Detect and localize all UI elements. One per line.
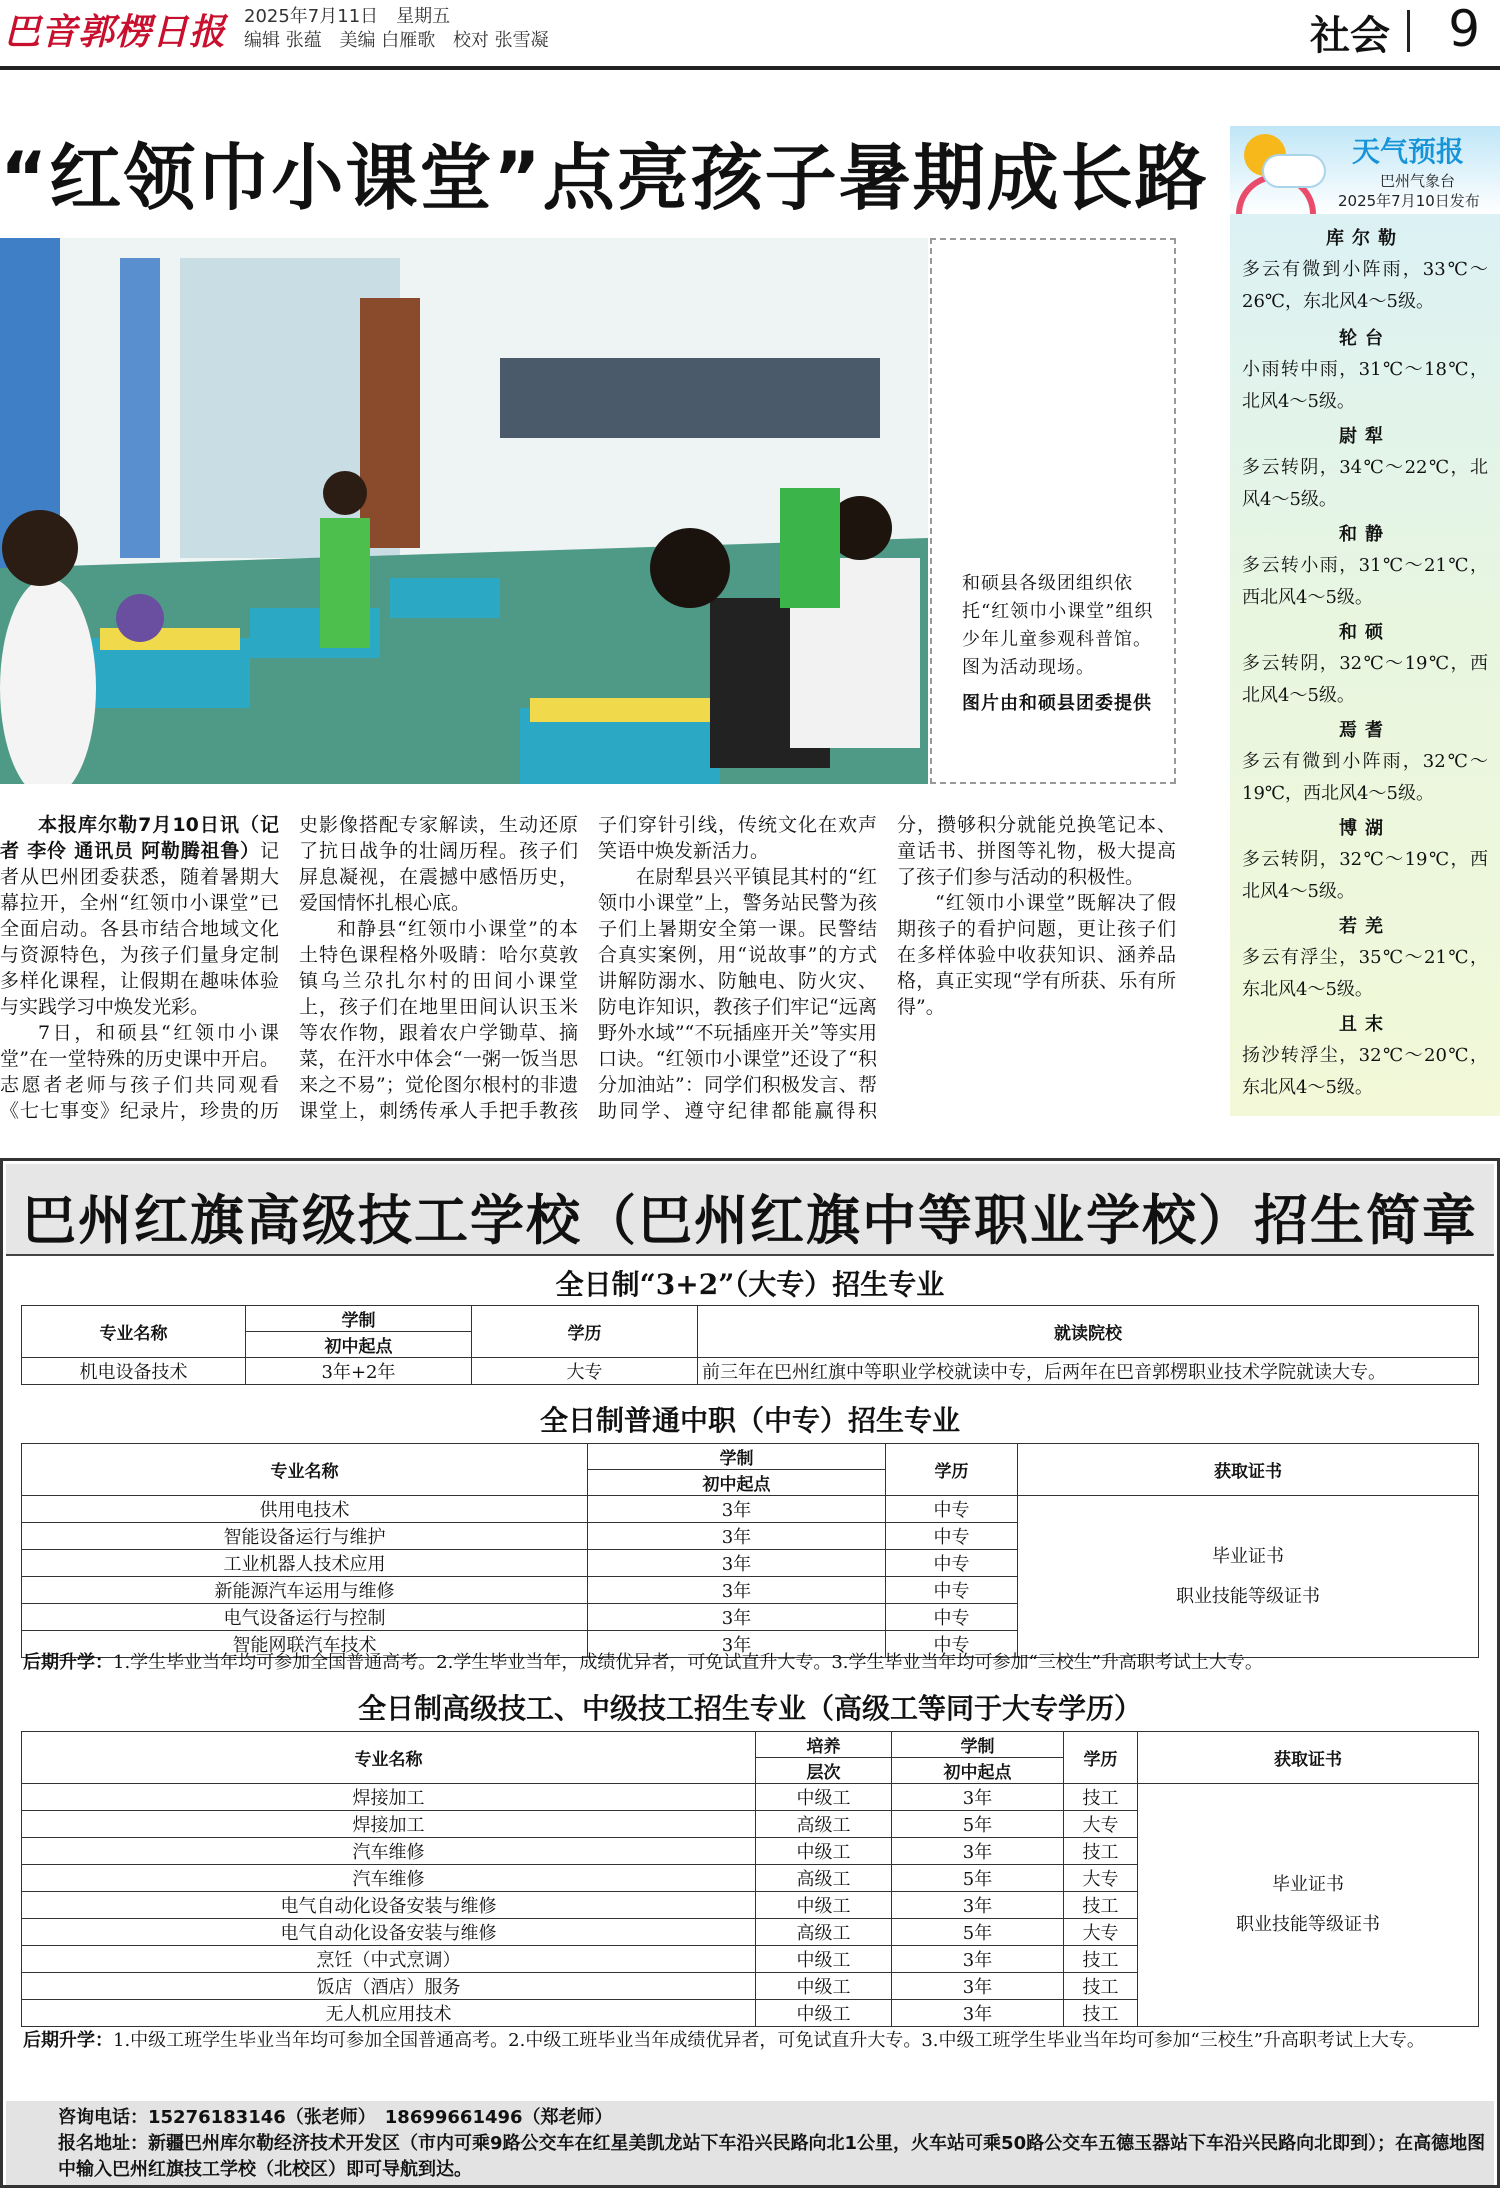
- table-row: 汽车维修 中级工 3年 技工: [22, 1838, 1479, 1865]
- city-forecast: 多云转阴，34℃～22℃，北风4～5级。: [1242, 457, 1488, 510]
- table-technician: [21, 1731, 1479, 2027]
- table-row: 新能源汽车运用与维修 3年 中专: [22, 1577, 1479, 1604]
- certificate-cell: 毕业证书 职业技能等级证书: [1018, 1496, 1479, 1658]
- city-name: 库尔勒: [1326, 228, 1404, 249]
- table-3plus2: [21, 1305, 1479, 1385]
- col-header-major: 专业名称: [22, 1306, 246, 1358]
- ad-title: 巴州红旗高级技工学校（巴州红旗中等职业学校）招生简章: [22, 1188, 1478, 1252]
- article-paragraph: 和静县“红领巾小课堂”的本土特色课程格外吸睛：哈尔莫敦镇乌兰尕扎尔村的田间小课堂上，孩子们在地里田间认识玉米等农作物，跟着农户学锄草、摘菜，在汗水中体会“一粥一饭当思来之不易”；觉伦图尔根村的非遗课堂上，刺绣传承人手把手教孩子们穿针引线，传统文化在欢声笑语中焕发新活力。: [299, 814, 877, 1122]
- city-forecast: 多云转阴，32℃～19℃，西北风4～5级。: [1242, 653, 1488, 706]
- table-row: 焊接加工 高级工 5年 大专: [22, 1811, 1479, 1838]
- col-header-edu: 学历: [1064, 1732, 1138, 1784]
- city-forecast: 多云转阴，32℃～19℃，西北风4～5级。: [1242, 849, 1488, 902]
- city-name: 尉犁: [1339, 426, 1391, 447]
- col-header-duration: 学制: [892, 1732, 1064, 1758]
- col-header-level-sub: 层次: [756, 1758, 892, 1784]
- weather-city: [1230, 224, 1500, 318]
- article-body: [0, 812, 1176, 1124]
- weather-issue-date: 2025年7月10日发布: [1338, 192, 1480, 210]
- photo-caption-box: [930, 238, 1176, 784]
- col-header-cert: 获取证书: [1138, 1732, 1479, 1784]
- table-row: 饭店（酒店）服务 中级工 3年 技工: [22, 1973, 1479, 2000]
- technician-further-study-note: 后期升学：1.中级工班学生毕业当年均可参加全国普通高考。2.中级工班毕业当年成绩优异者，可免试直升大专。3.中级工班学生毕业当年均可参加“三校生”升高职考试上大专。: [23, 2030, 1425, 2051]
- weather-city: [1230, 324, 1500, 418]
- city-name: 和静: [1339, 524, 1391, 545]
- weather-issuer: 巴州气象台: [1380, 172, 1456, 190]
- masthead: [0, 0, 1500, 70]
- city-forecast: 扬沙转浮尘，32℃～20℃，东北风4～5级。: [1242, 1045, 1488, 1098]
- classroom-photo-illustration: [0, 238, 928, 784]
- city-name: 博湖: [1339, 818, 1391, 839]
- city-name: 且末: [1339, 1014, 1391, 1035]
- designer-credit: 美编 白雁歌: [339, 30, 436, 51]
- caption-description: 和硕县各级团组织依托“红领巾小课堂”组织少年儿童参观科普馆。图为活动现场。: [962, 573, 1154, 678]
- city-forecast: 多云转小雨，31℃～21℃，西北风4～5级。: [1242, 555, 1488, 608]
- section-title-3plus2: 全日制“3+2”（大专）招生专业: [555, 1268, 945, 1301]
- certificate-cell: 毕业证书 职业技能等级证书: [1138, 1784, 1479, 2027]
- section-title-technician: 全日制高级技工、中级技工招生专业（高级工等同于大专学历）: [357, 1692, 1142, 1725]
- table-row: 无人机应用技术 中级工 3年 技工: [22, 2000, 1479, 2027]
- article-headline: “红领巾小课堂”点亮孩子暑期成长路: [0, 136, 1209, 220]
- weather-city: [1230, 520, 1500, 614]
- ad-title-bar: [6, 1164, 1494, 1256]
- proofreader-credit: 校对 张雪凝: [452, 30, 549, 51]
- table-row: 焊接加工 中级工 3年 技工 毕业证书 职业技能等级证书: [22, 1784, 1479, 1811]
- section-title-vocational: 全日制普通中职（中专）招生专业: [539, 1404, 960, 1437]
- article-paragraph: 本报库尔勒7月10日讯（记者 李伶 通讯员 阿勒腾祖鲁）记者从巴州团委获悉，随着暑期大幕拉开，全州“红领巾小课堂”已全面启动。各县市结合地域文化与资源特色，为孩子们量身定制多样化课程，让假期在趣味体验与实践学习中焕发光彩。: [0, 814, 279, 1018]
- table-row: 烹饪（中式烹调） 中级工 3年 技工: [22, 1946, 1479, 1973]
- city-forecast: 小雨转中雨，31℃～18℃，北风4～5级。: [1242, 359, 1488, 412]
- weather-forecast-panel: [1230, 126, 1500, 1116]
- city-forecast: 多云有微到小阵雨，33℃～26℃，东北风4～5级。: [1242, 259, 1488, 312]
- col-header-edu: 学历: [886, 1444, 1018, 1496]
- photo-credit: 图片由和硕县团委提供: [962, 693, 1152, 714]
- table-row: 汽车维修 高级工 5年 大专: [22, 1865, 1479, 1892]
- page-number: 9: [1448, 0, 1480, 58]
- section-name: 社会: [1310, 13, 1390, 59]
- table-vocational: [21, 1443, 1479, 1658]
- table-row: 电气设备运行与控制 3年 中专: [22, 1604, 1479, 1631]
- table-row: 供用电技术 3年 中专 毕业证书 职业技能等级证书: [22, 1496, 1479, 1523]
- table-row: 工业机器人技术应用 3年 中专: [22, 1550, 1479, 1577]
- weather-city: [1230, 912, 1500, 1006]
- city-name: 焉耆: [1339, 720, 1391, 741]
- article-paragraph: 7日，和硕县“红领巾小课堂”在一堂特殊的历史课中开启。志愿者老师与孩子们共同观看《七七事变》纪录片，珍贵的历史影像搭配专家解读，生动还原了抗日战争的壮阔历程。孩子们屏息凝视，在震撼中感悟历史，爱国情怀扎根心底。: [0, 814, 578, 1122]
- col-header-duration: 学制: [246, 1306, 472, 1332]
- dateline: 本报库尔勒7月10日讯（记者 李伶 通讯员 阿勒腾祖鲁）: [0, 814, 279, 862]
- weather-city: [1230, 422, 1500, 516]
- col-header-duration: 学制: [588, 1444, 886, 1470]
- table-row: 电气自动化设备安装与维修 中级工 3年 技工: [22, 1892, 1479, 1919]
- col-header-entry: 初中起点: [588, 1470, 886, 1496]
- weather-title: 天气预报: [1352, 135, 1465, 168]
- col-header-entry: 初中起点: [892, 1758, 1064, 1784]
- recruitment-ad: [0, 1158, 1500, 2188]
- weather-city: [1230, 814, 1500, 908]
- col-header-cert: 获取证书: [1018, 1444, 1479, 1496]
- contact-phone: 咨询电话：15276183146（张老师） 18699661496（郑老师）: [58, 2107, 613, 2128]
- city-name: 轮台: [1339, 328, 1391, 349]
- contact-info: [6, 2101, 1494, 2185]
- issue-date: 2025年7月11日 星期五: [244, 6, 451, 27]
- col-header-major: 专业名称: [22, 1444, 588, 1496]
- section-divider: [1407, 10, 1410, 52]
- city-forecast: 多云有浮尘，35℃～21℃，东北风4～5级。: [1242, 947, 1488, 1000]
- table-row: 机电设备技术 3年+2年 大专 前三年在巴州红旗中等职业学校就读中专，后两年在巴音郭楞职业技术学院就读大专。: [22, 1358, 1479, 1385]
- editor-credit: 编辑 张蕴: [244, 30, 322, 51]
- col-header-edu: 学历: [472, 1306, 698, 1358]
- contact-address: 报名地址：新疆巴州库尔勒经济技术开发区（市内可乘9路公交车在红星美凯龙站下车沿兴民路向北1公里，火车站可乘50路公交车五德玉器站下车沿兴民路向北即到）；在高德地图中输入巴州红旗技工学校（北校区）即可导航到达。: [58, 2133, 1486, 2180]
- col-header-entry: 初中起点: [246, 1332, 472, 1358]
- paper-logo: 巴音郭楞日报: [4, 11, 227, 53]
- cloud-icon: [1264, 156, 1324, 186]
- city-forecast: 多云有微到小阵雨，32℃～19℃，西北风4～5级。: [1242, 751, 1488, 804]
- vocational-further-study-note: 后期升学：1.学生毕业当年均可参加全国普通高考。2.学生毕业当年，成绩优异者，可免试直升大专。3.学生毕业当年均可参加“三校生”升高职考试上大专。: [23, 1652, 1263, 1673]
- photo-caption: [962, 570, 1162, 718]
- table-row: 智能设备运行与维护 3年 中专: [22, 1523, 1479, 1550]
- table-row: 智能网联汽车技术 3年 中专: [22, 1631, 1479, 1658]
- weather-city: [1230, 1010, 1500, 1104]
- weather-header: [1230, 126, 1500, 214]
- table-row: 电气自动化设备安装与维修 高级工 5年 大专: [22, 1919, 1479, 1946]
- city-name: 若羌: [1339, 916, 1391, 937]
- staff-credits: [244, 26, 561, 52]
- col-header-school: 就读院校: [698, 1306, 1479, 1358]
- weather-city: [1230, 716, 1500, 810]
- weather-city: [1230, 618, 1500, 712]
- city-name: 和硕: [1339, 622, 1391, 643]
- col-header-level: 培养: [756, 1732, 892, 1758]
- article-paragraph: “红领巾小课堂”既解决了假期孩子的看护问题，更让孩子们在多样体验中收获知识、涵养品格，真正实现“学有所获、乐有所得”。: [897, 892, 1176, 1018]
- col-header-major: 专业名称: [22, 1732, 756, 1784]
- article-paragraph: 在尉犁县兴平镇昆其村的“红领巾小课堂”上，警务站民警为孩子们上暑期安全第一课。民警结合真实案例，用“说故事”的方式讲解防溺水、防触电、防火灾、防电诈知识，教孩子们牢记“远离野外水域”“不玩插座开关”等实用口诀。“红领巾小课堂”还设了“积分加油站”：同学们积极发言、帮助同学、遵守纪律都能赢得积分，攒够积分就能兑换笔记本、童话书、拼图等礼物，极大提高了孩子们参与活动的积极性。: [598, 814, 1176, 1122]
- article-photo: [0, 238, 928, 784]
